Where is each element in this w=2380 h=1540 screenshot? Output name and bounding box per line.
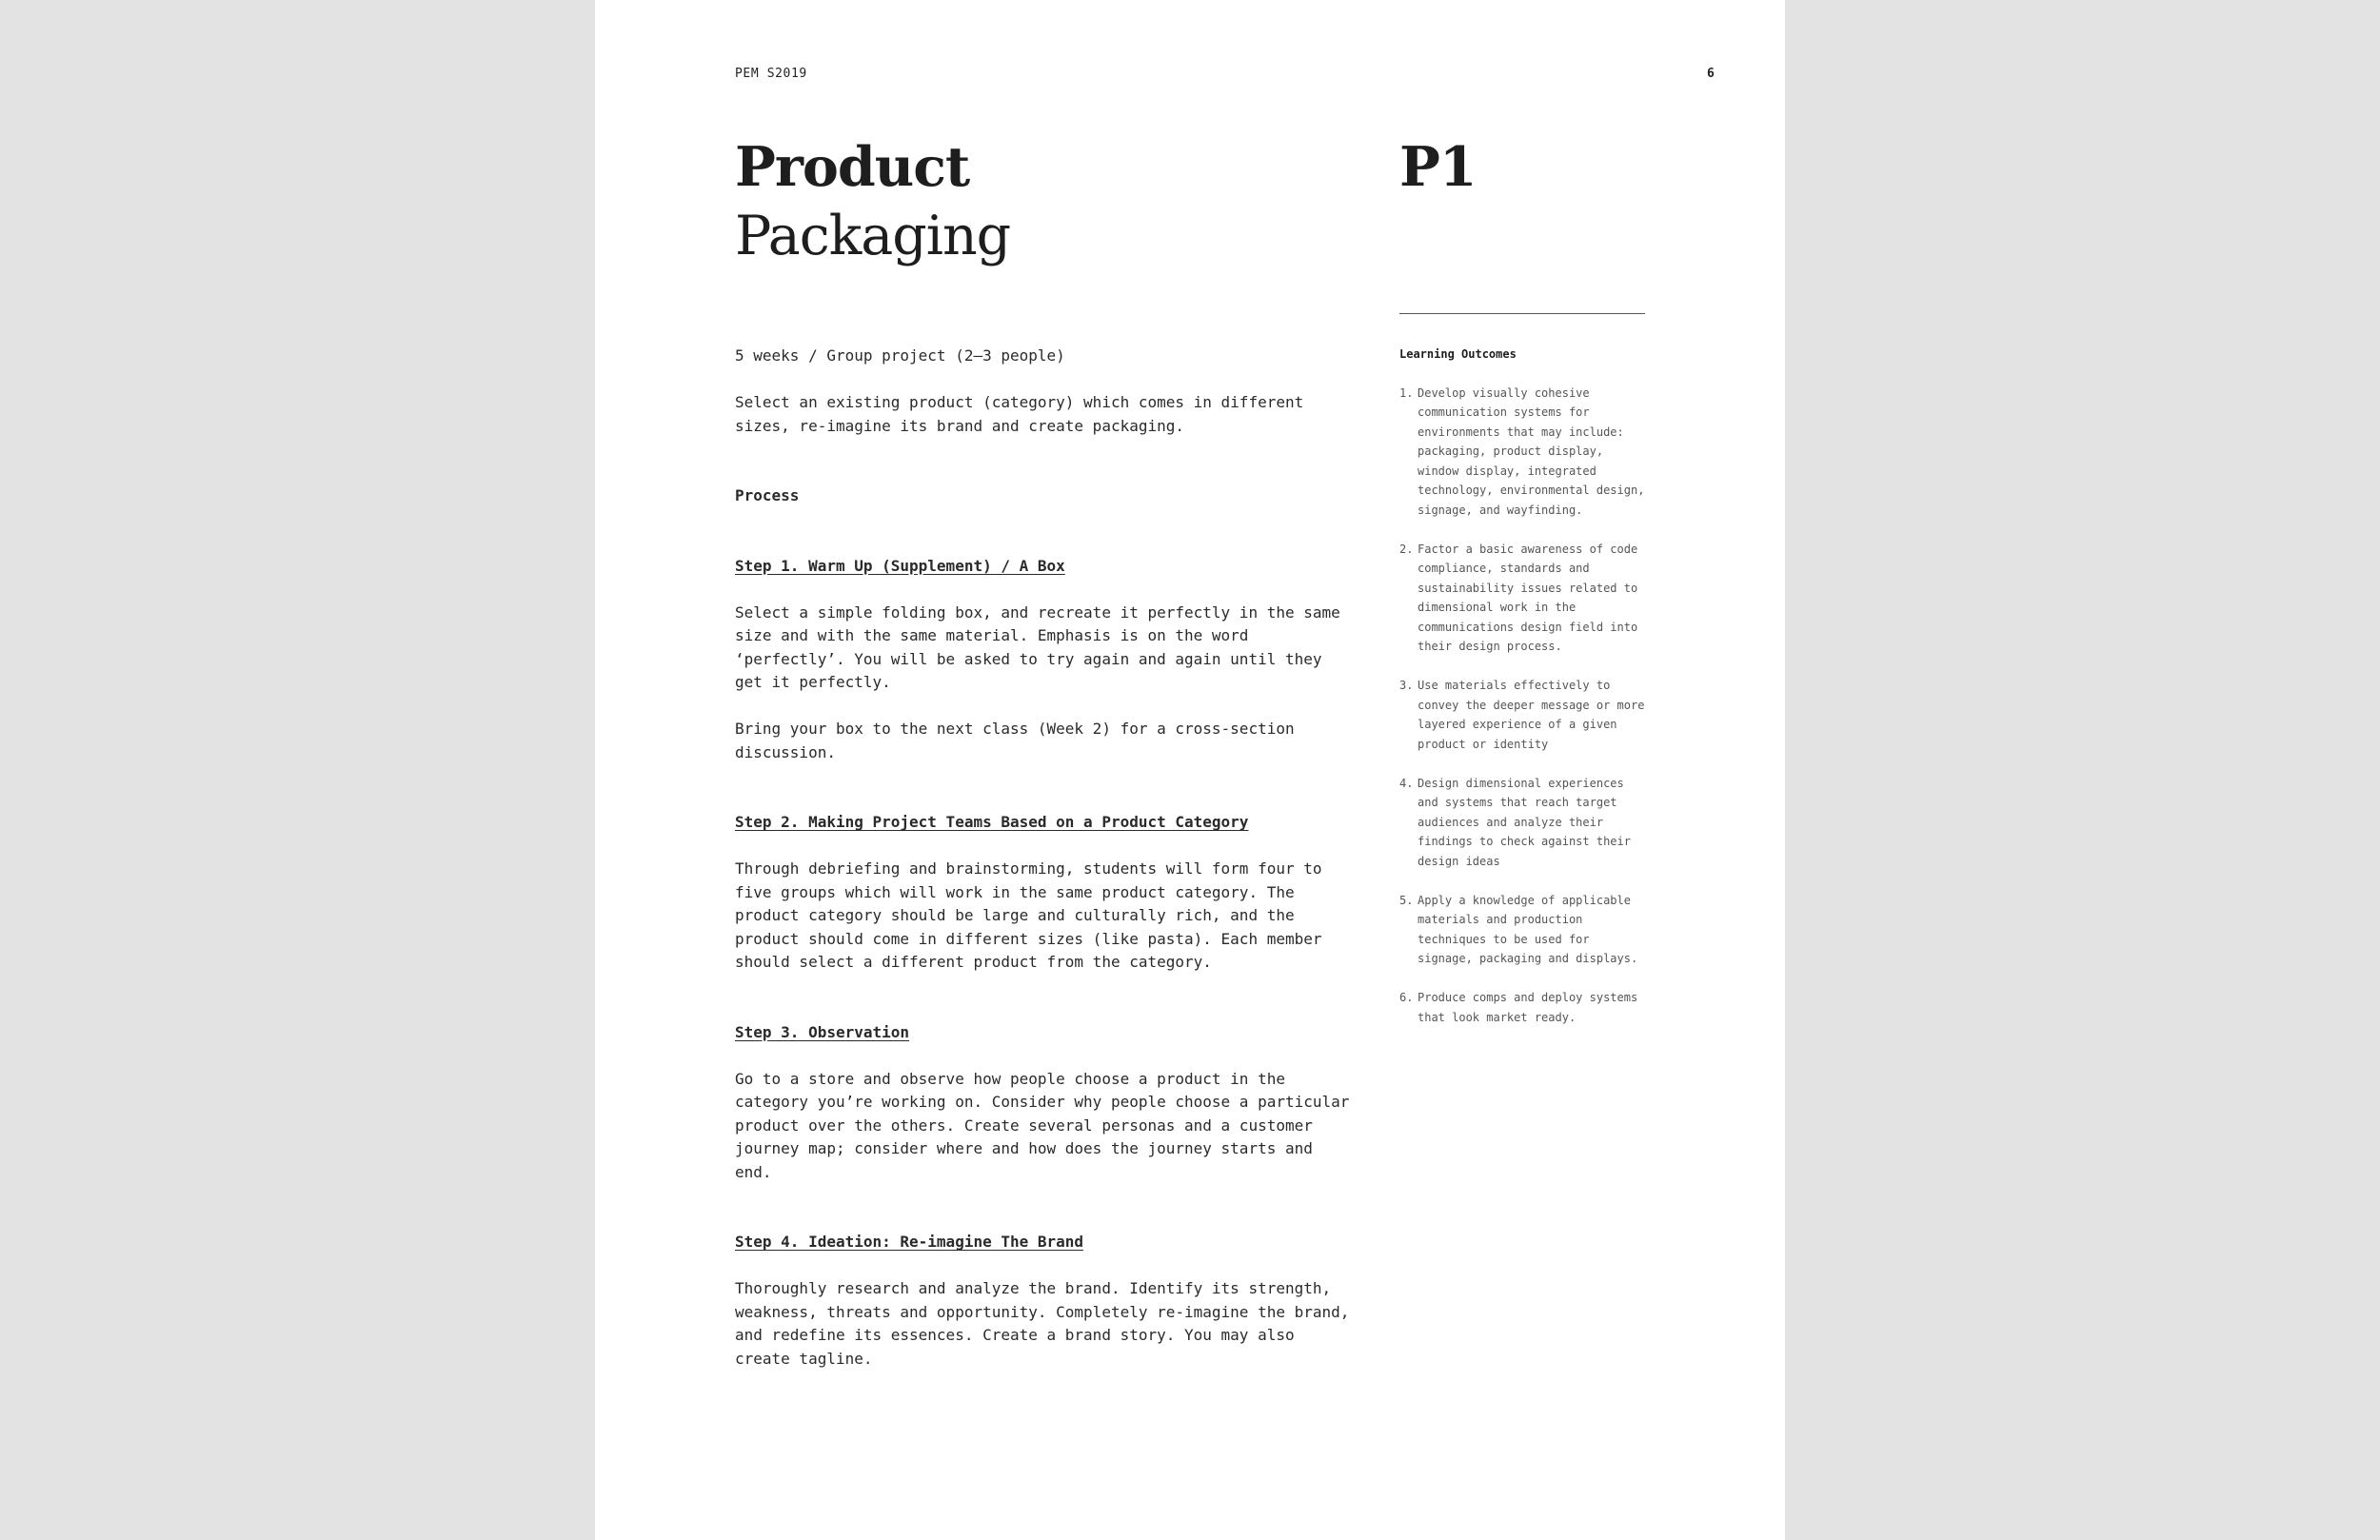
step-1-heading: Step 1. Warm Up (Supplement) / A Box (735, 556, 1065, 575)
process-heading: Process (735, 486, 800, 504)
step-1-paragraph-2: Bring your box to the next class (Week 2) for a cross-section discussion. (735, 720, 1295, 761)
project-code: P1 (1399, 135, 1477, 199)
running-header: PEM S2019 (735, 67, 807, 81)
learning-outcomes-sidebar (1399, 345, 1647, 1047)
outcome-number: 5. (1399, 893, 1414, 907)
outcome-number: 2. (1399, 542, 1414, 556)
project-brief: Select an existing product (category) which comes in different sizes, re-imagine its brand and create packaging. (735, 393, 1304, 435)
step-4-paragraph: Thoroughly research and analyze the brand. Identify its strength, weakness, threats and opportunity. Completely re-imagine the brand, and redefine its essences. Create a brand story. You may also create tagline. (735, 1279, 1350, 1368)
project-duration: 5 weeks / Group project (2–3 people) (735, 346, 1065, 365)
outcome-number: 4. (1399, 776, 1414, 790)
main-column (735, 345, 1354, 1417)
sidebar-divider (1399, 313, 1645, 314)
step-2-heading: Step 2. Making Project Teams Based on a Product Category (735, 813, 1249, 831)
step-4-heading: Step 4. Ideation: Re-imagine The Brand (735, 1233, 1084, 1251)
outcome-number: 6. (1399, 991, 1414, 1004)
outcome-text: Design dimensional experiences and systems that reach target audiences and analyze their findings to check against their design ideas (1418, 776, 1631, 868)
outcome-text: Apply a knowledge of applicable materials and production techniques to be used for signage, packaging and displays. (1418, 893, 1638, 965)
step-1-paragraph-1: Select a simple folding box, and recreate it perfectly in the same size and with the same material. Emphasis is on the word ‘perfectly’. You will be asked to try again and again until they get it perfectly. (735, 602, 1340, 691)
learning-outcomes-list (1399, 384, 1647, 1028)
learning-outcome-item (1399, 676, 1647, 754)
outcome-text: Develop visually cohesive communication systems for environments that may include: packaging, product display, window display, integrated technology, environmental design, signage, and wayfinding. (1418, 385, 1645, 517)
title-light-word: Packaging (735, 205, 1011, 267)
step-3-heading: Step 3. Observation (735, 1022, 910, 1041)
learning-outcome-item (1399, 540, 1647, 657)
learning-outcome-item (1399, 988, 1647, 1027)
outcome-text: Factor a basic awareness of code compliance, standards and sustainability issues related to dimensional work in the communications design field into their design process. (1418, 542, 1638, 653)
outcome-number: 1. (1399, 385, 1414, 400)
learning-outcome-item (1399, 384, 1647, 521)
step-3-paragraph: Go to a store and observe how people choose a product in the category you’re working on. Consider why people choose a particular product over the others. Create several personas and a customer journey map; consider where and how does the journey starts and end. (735, 1069, 1350, 1181)
title-bold-word: Product (735, 135, 970, 199)
outcome-text: Use materials effectively to convey the deeper message or more layered experience of a given product or identity (1418, 679, 1645, 751)
outcome-text: Produce comps and deploy systems that look market ready. (1418, 991, 1638, 1024)
step-2-paragraph: Through debriefing and brainstorming, students will form four to five groups which will work in the same product category. The product category should be large and culturally rich, and the product should come in different sizes (like pasta). Each member should select a different product from the category. (735, 859, 1322, 971)
outcome-number: 3. (1399, 679, 1414, 692)
page-title (735, 133, 1010, 270)
page-number: 6 (1707, 67, 1715, 81)
learning-outcome-item (1399, 891, 1647, 969)
learning-outcomes-title: Learning Outcomes (1399, 347, 1517, 361)
learning-outcome-item (1399, 774, 1647, 872)
document-page (595, 0, 1785, 1540)
